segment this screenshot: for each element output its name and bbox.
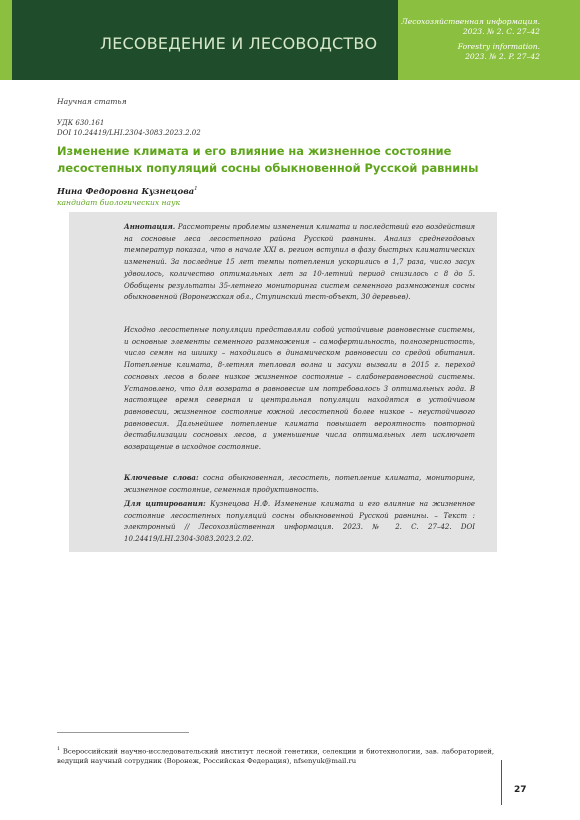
keywords — [124, 472, 475, 496]
journal-en-line1: Forestry information. — [457, 42, 540, 51]
keywords-label: Ключевые слова: — [124, 473, 199, 482]
footnote-divider — [57, 732, 189, 733]
author-footnote-mark: 1 — [194, 186, 198, 193]
keywords-text: сосна обыкновенная, лесостепь, потепление климата, мониторинг, жизненное состояние, семенная продуктивность. — [124, 474, 475, 494]
abstract-text: Рассмотрены проблемы изменения климата и последствий его воздействия на сосновые леса лесостепного района Русской равнины. Анализ среднегодовых температур показал, что в начале XXI в. регион вступил в фазу быстрых климатических изменений. За последние 15 лет темпы потепления ускорились в 1,7 раза, число засух удвоилось, количество оптимальных лет за 10-летний период снизилось с 8 до 5. Обобщены результаты 35-летнего мониторинга систем семенного размножения сосны обыкновенной (Воронежская обл., Ступинский тест-объект, 30 деревьев). — [124, 223, 475, 302]
abstract-label: Аннотация. — [124, 222, 176, 231]
header-banner — [12, 0, 398, 80]
left-accent-strip — [0, 0, 12, 80]
citation-label: Для цитирования: — [124, 499, 206, 508]
footnote-mark: 1 — [57, 746, 61, 752]
citation — [124, 498, 475, 546]
doi: DOI 10.24419/LHI.2304-3083.2023.2.02 — [57, 129, 201, 137]
article-type: Научная статья — [57, 97, 127, 106]
abstract-paragraph-2: Исходно лесостепные популяции представляли собой устойчивые равновесные системы, и основные элементы семенного размножения – самофертильность, полнозернистость, число семян на шишку – находились в динамическом равновесии со средой обитания. Потепление климата, 8-летняя тепловая волна и засухи вызвали в 2015 г. переход сосновых лесов в более низкое жизненное состояние – слабонеравновесной системы. Установлено, что для возврата в равновесие им потребовалось 3 оптимальных года. В настоящее время северная и центральная популяции находятся в устойчивом равновесии, жизненное состояние южной лесостепной более низкое – неустойчивого равновесия. Дальнейшее потепление климата повышает вероятность повторной дестабилизации сосновых лесов, а уменьшение числа оптимальных лет исключает возвращение в исходное состояние. — [124, 326, 475, 452]
author-name — [57, 186, 198, 196]
journal-ru-line2: 2023. № 2. С. 27–42 — [462, 27, 540, 36]
journal-info-block — [398, 0, 580, 80]
author-degree: кандидат биологических наук — [57, 198, 181, 207]
abstract-box — [69, 212, 497, 552]
journal-ru-line1: Лесохозяйственная информация. — [401, 17, 540, 26]
section-title: ЛЕСОВЕДЕНИЕ И ЛЕСОВОДСТВО — [100, 34, 378, 53]
udk-doi — [57, 118, 201, 138]
citation-text: Кузнецова Н.Ф. Изменение климата и его влияние на жизненное состояние лесостепных популяций сосны обыкновенной Русской равнины. – Текст : электронный // Лесохозяйственная информация. 2023. № 2. С. 27–42. DOI 10.24419/LHI.2304-3083.2023.2.02. — [124, 500, 476, 544]
author-name-text: Нина Федоровна Кузнецова — [57, 186, 195, 196]
article-title: Изменение климата и его влияние на жизненное состояние лесостепных популяций сосны обыкновенной Русской равнины — [57, 144, 479, 175]
page-number: 27 — [514, 785, 527, 795]
footnote — [57, 744, 494, 766]
footnote-text: Всероссийский научно-исследовательский институт лесной генетики, селекции и биотехнологии, зав. лабораторией, ведущий научный сотрудник (Воронеж, Российская Федерация), nfsenyuk@mail.ru — [57, 747, 494, 766]
udk: УДК 630.161 — [57, 119, 105, 127]
journal-en-line2: 2023. № 2. P. 27–42 — [465, 52, 540, 61]
abstract-paragraph — [124, 221, 475, 304]
page-number-divider — [501, 760, 502, 805]
